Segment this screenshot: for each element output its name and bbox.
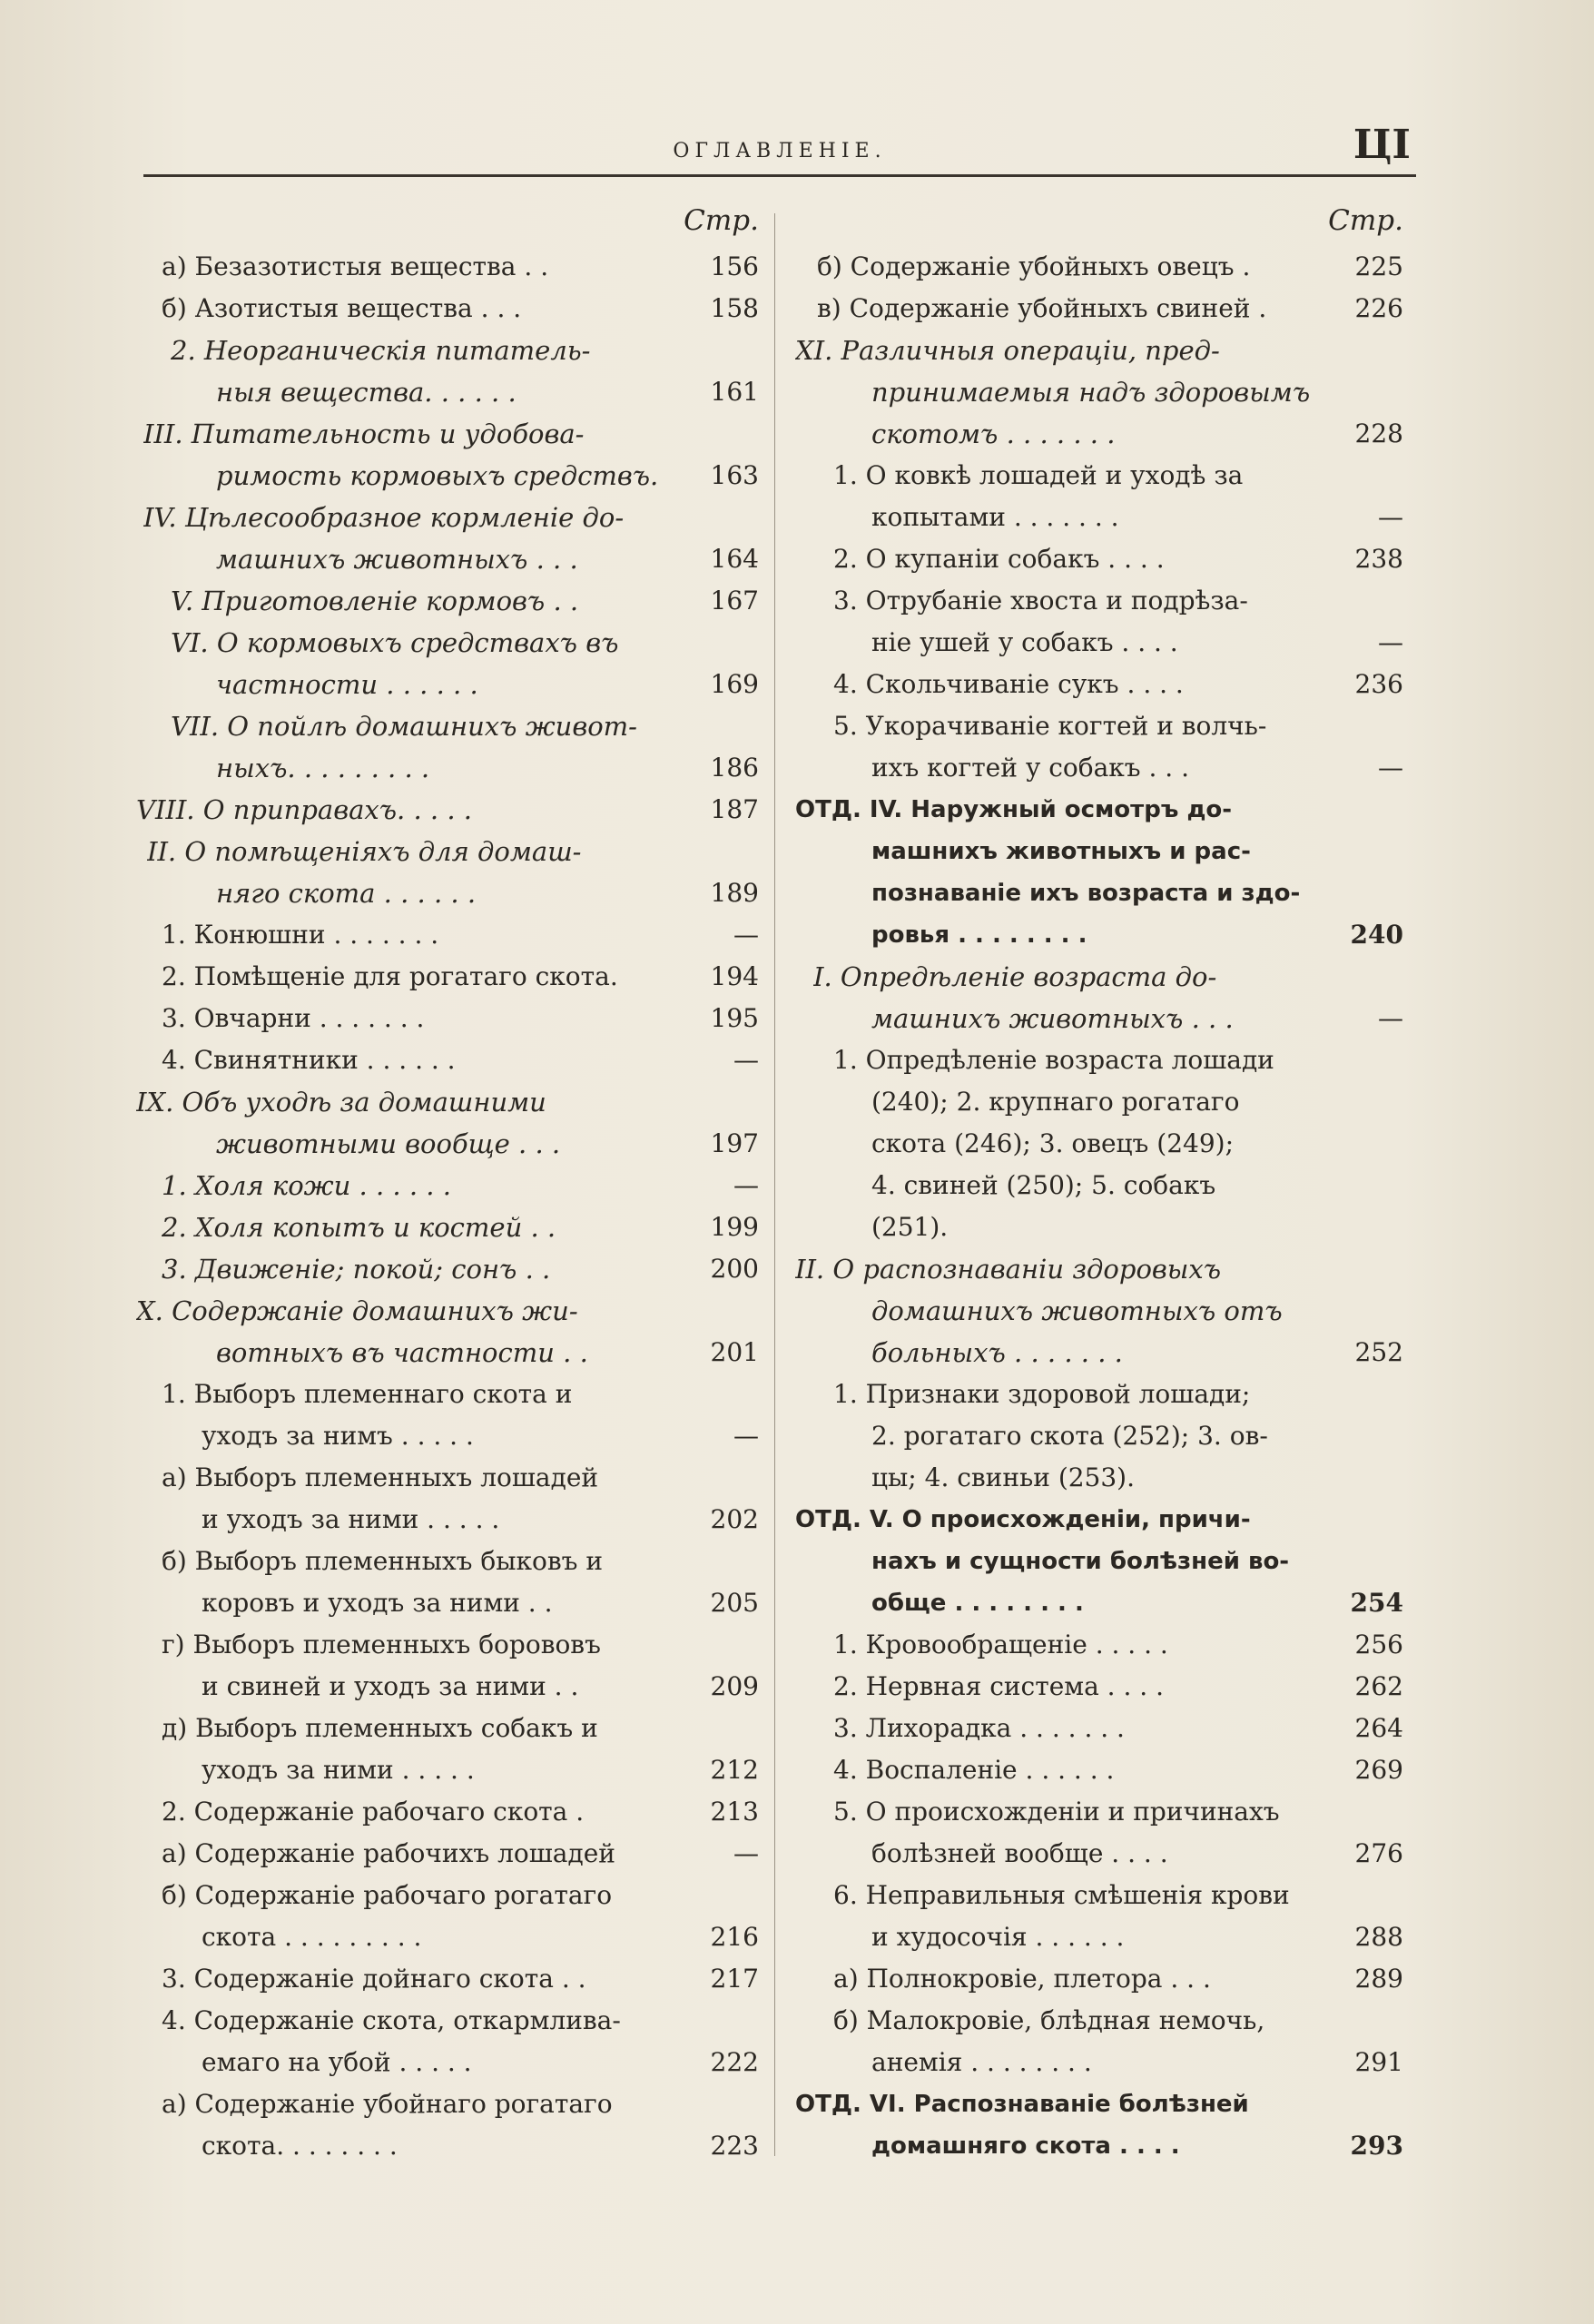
- toc-entry-text: (240); 2. крупнаго рогатаго: [871, 1087, 1240, 1117]
- toc-entry: [781, 998, 1407, 1039]
- page-column-heading: Стр.: [1328, 204, 1403, 237]
- toc-entry-page: 216: [710, 1922, 759, 1952]
- toc-entry-page: 254: [1350, 1588, 1403, 1618]
- toc-entry-text: нахъ и сущности болѣзней во-: [871, 1548, 1290, 1575]
- toc-entry-text: ніе ушей у собакъ . . . .: [871, 627, 1178, 657]
- toc-entry-page: 194: [710, 961, 759, 991]
- toc-entry-page: 256: [1354, 1630, 1403, 1659]
- toc-entry-text: вотныхъ въ частности . .: [216, 1337, 588, 1368]
- toc-entry: [781, 1039, 1407, 1081]
- toc-entry: [136, 1875, 763, 1916]
- toc-entry: [781, 1457, 1407, 1499]
- toc-left-column: [136, 204, 763, 2167]
- toc-entry-text: принимаемыя надъ здоровымъ: [871, 377, 1311, 408]
- toc-entry-text: 4. Скольчиваніе сукъ . . . .: [833, 669, 1184, 699]
- toc-entry-text: 4. свиней (250); 5. собакъ: [871, 1170, 1216, 1200]
- toc-entry-text: 2. Помѣщеніе для рогатаго скота.: [162, 961, 618, 991]
- toc-entry-text: а) Содержаніе убойнаго рогатаго: [162, 2089, 613, 2119]
- toc-entry-page: 213: [710, 1797, 759, 1827]
- toc-entry-text: 3. Движеніе; покой; сонъ . .: [162, 1254, 551, 1285]
- toc-entry: [136, 1749, 763, 1791]
- toc-entry: [136, 580, 763, 622]
- toc-entry-text: емаго на убой . . . . .: [202, 2047, 472, 2077]
- toc-entry-text: скота (246); 3. овецъ (249);: [871, 1128, 1234, 1158]
- toc-entry-text: 1. Признаки здоровой лошади;: [833, 1379, 1251, 1409]
- toc-entry: [781, 956, 1407, 998]
- toc-entry-page: 199: [710, 1212, 759, 1242]
- toc-entry-text: коровъ и уходъ за ними . .: [202, 1588, 553, 1618]
- toc-entry-page: —: [733, 1421, 759, 1451]
- toc-entry: [136, 1833, 763, 1875]
- toc-entry-page: 209: [710, 1671, 759, 1701]
- page-column-heading: Стр.: [684, 204, 759, 237]
- toc-entry-text: болѣзней вообще . . . .: [871, 1838, 1168, 1868]
- toc-right-column: [781, 204, 1407, 2167]
- toc-entry: [781, 914, 1407, 956]
- toc-entry-text: 5. Укорачиваніе когтей и волчь-: [833, 711, 1267, 741]
- toc-entry-text: 2. Нервная система . . . .: [833, 1671, 1164, 1701]
- toc-entry-page: —: [733, 1838, 759, 1868]
- toc-entry: [781, 1958, 1407, 2000]
- toc-entry: [136, 831, 763, 872]
- toc-entry-text: 3. Отрубаніе хвоста и подрѣза-: [833, 586, 1248, 615]
- toc-entry-text: б) Малокровіе, блѣдная немочь,: [833, 2005, 1265, 2035]
- toc-entry-text: 1. Конюшни . . . . . . .: [162, 920, 439, 950]
- toc-entry-text: няго скота . . . . . .: [216, 878, 477, 909]
- toc-entry: [136, 330, 763, 371]
- toc-entry: [136, 1624, 763, 1666]
- toc-entry-text: б) Азотистыя вещества . . .: [162, 293, 522, 323]
- toc-entry-page: —: [1378, 753, 1403, 783]
- toc-entry: [136, 1248, 763, 1290]
- toc-entry-page: 163: [710, 460, 759, 490]
- toc-entry: [136, 1791, 763, 1833]
- toc-entry: [136, 1374, 763, 1415]
- toc-entry: [781, 664, 1407, 705]
- toc-right-rows: [781, 246, 1407, 2167]
- toc-entry-page: 164: [710, 544, 759, 574]
- toc-entry: [136, 455, 763, 497]
- toc-entry: [781, 1749, 1407, 1791]
- toc-entry: [136, 497, 763, 538]
- toc-entry: [781, 2000, 1407, 2042]
- toc-entry: [781, 705, 1407, 747]
- toc-entry: [781, 246, 1407, 288]
- toc-entry-page: 158: [710, 293, 759, 323]
- toc-entry-text: VII. О пойлѣ домашнихъ живот-: [171, 711, 637, 742]
- toc-entry: [136, 789, 763, 831]
- toc-entry-page: 293: [1350, 2131, 1403, 2161]
- toc-entry-page: 238: [1354, 544, 1403, 574]
- toc-entry: [781, 1541, 1407, 1582]
- toc-entry: [136, 1958, 763, 2000]
- toc-entry-text: г) Выборъ племенныхъ борововъ: [162, 1630, 601, 1659]
- toc-entry-text: и свиней и уходъ за ними . .: [202, 1671, 579, 1701]
- toc-entry: [136, 1039, 763, 1081]
- toc-entry: [781, 1081, 1407, 1123]
- toc-entry: [781, 413, 1407, 455]
- toc-entry-text: и уходъ за ними . . . . .: [202, 1504, 500, 1534]
- toc-entry: [781, 580, 1407, 622]
- toc-entry-text: (251).: [871, 1212, 949, 1242]
- toc-entry-text: 2. Холя копытъ и костей . .: [162, 1212, 556, 1243]
- toc-entry-page: 167: [710, 586, 759, 615]
- toc-entry: [136, 1457, 763, 1499]
- toc-entry: [136, 1916, 763, 1958]
- toc-entry-text: копытами . . . . . . .: [871, 502, 1119, 532]
- toc-entry: [136, 1541, 763, 1582]
- toc-entry-text: 1. Холя кожи . . . . . .: [162, 1170, 451, 1201]
- toc-entry-text: ОТД. V. О происхожденіи, причи-: [795, 1506, 1251, 1533]
- toc-entry-text: а) Содержаніе рабочихъ лошадей: [162, 1838, 615, 1868]
- toc-entry-page: 217: [710, 1964, 759, 1994]
- toc-entry: [781, 1916, 1407, 1958]
- toc-entry: [136, 2042, 763, 2083]
- toc-entry: [136, 288, 763, 330]
- toc-entry: [136, 1123, 763, 1165]
- toc-entry: [781, 2083, 1407, 2125]
- toc-entry-page: 197: [710, 1128, 759, 1158]
- toc-entry: [136, 1290, 763, 1332]
- toc-entry-page: —: [733, 1045, 759, 1075]
- toc-entry: [136, 914, 763, 956]
- toc-entry: [136, 1582, 763, 1624]
- toc-entry-text: VIII. О приправахъ. . . . .: [136, 794, 473, 825]
- toc-entry: [136, 872, 763, 914]
- toc-entry-page: 225: [1354, 251, 1403, 281]
- toc-entry-text: II. О распознаваніи здоровыхъ: [795, 1254, 1222, 1285]
- toc-entry: [136, 664, 763, 705]
- toc-entry-text: а) Выборъ племенныхъ лошадей: [162, 1462, 599, 1492]
- toc-entry-page: 223: [710, 2131, 759, 2161]
- toc-entry-page: 289: [1354, 1964, 1403, 1994]
- toc-entry: [781, 1248, 1407, 1290]
- toc-entry-page: —: [1378, 627, 1403, 657]
- toc-entry-text: ОТД. IV. Наружный осмотръ до-: [795, 796, 1233, 823]
- toc-entry-page: —: [733, 1170, 759, 1200]
- toc-entry: [781, 1582, 1407, 1624]
- toc-entry: [781, 1666, 1407, 1708]
- toc-entry-page: 222: [710, 2047, 759, 2077]
- toc-entry-text: д) Выборъ племенныхъ собакъ и: [162, 1713, 598, 1743]
- toc-entry: [781, 1415, 1407, 1457]
- toc-entry-page: 262: [1354, 1671, 1403, 1701]
- toc-entry-text: домашняго скота . . . .: [871, 2132, 1180, 2160]
- toc-entry-page: —: [733, 920, 759, 950]
- toc-entry-text: машнихъ животныхъ . . .: [871, 1003, 1234, 1034]
- toc-entry-text: XI. Различныя операціи, пред-: [795, 335, 1220, 366]
- toc-entry-page: 195: [710, 1003, 759, 1033]
- toc-entry: [781, 538, 1407, 580]
- toc-entry-text: 2. рогатаго скота (252); 3. ов-: [871, 1421, 1268, 1451]
- toc-entry-page: —: [1378, 502, 1403, 532]
- toc-entry: [136, 956, 763, 998]
- toc-entry-text: частности . . . . . .: [216, 669, 478, 700]
- toc-entry: [781, 1833, 1407, 1875]
- toc-entry-text: домашнихъ животныхъ отъ: [871, 1295, 1283, 1326]
- toc-entry: [781, 1708, 1407, 1749]
- toc-entry: [136, 705, 763, 747]
- toc-entry-text: 2. Неорганическія питатель-: [171, 335, 591, 366]
- toc-entry: [781, 831, 1407, 872]
- toc-entry-text: ныя вещества. . . . . .: [216, 377, 517, 408]
- toc-entry: [781, 371, 1407, 413]
- toc-entry-text: 6. Неправильныя смѣшенія крови: [833, 1880, 1290, 1910]
- toc-entry-text: больныхъ . . . . . . .: [871, 1337, 1123, 1368]
- toc-entry: [781, 2125, 1407, 2167]
- toc-entry-text: I. Опредѣленіе возраста до-: [813, 961, 1217, 992]
- toc-entry-text: познаваніе ихъ возраста и здо-: [871, 880, 1301, 907]
- toc-entry: [781, 1624, 1407, 1666]
- toc-entry-text: б) Содержаніе убойныхъ овецъ .: [817, 251, 1251, 281]
- toc-entry-page: 288: [1354, 1922, 1403, 1952]
- toc-left-rows: [136, 246, 763, 2167]
- toc-entry-page: 156: [710, 251, 759, 281]
- toc-entry-page: 252: [1354, 1337, 1403, 1367]
- toc-entry-page: 226: [1354, 293, 1403, 323]
- toc-entry-page: 169: [710, 669, 759, 699]
- toc-entry-text: 2. О купаніи собакъ . . . .: [833, 544, 1165, 574]
- toc-entry-page: 276: [1354, 1838, 1403, 1868]
- toc-entry: [136, 1206, 763, 1248]
- toc-entry-text: III. Питательность и удобова-: [143, 419, 585, 449]
- toc-entry: [781, 288, 1407, 330]
- toc-entry-text: скота . . . . . . . . .: [202, 1922, 422, 1952]
- toc-entry-text: римость кормовыхъ средствъ.: [216, 460, 659, 491]
- toc-entry-text: 3. Лихорадка . . . . . . .: [833, 1713, 1125, 1743]
- toc-entry: [781, 1206, 1407, 1248]
- toc-entry-text: уходъ за ними . . . . .: [202, 1755, 475, 1785]
- toc-entry: [136, 1666, 763, 1708]
- toc-entry: [781, 497, 1407, 538]
- toc-entry: [136, 2125, 763, 2167]
- toc-entry-page: 187: [710, 794, 759, 824]
- toc-entry-text: обще . . . . . . . .: [871, 1590, 1084, 1617]
- toc-entry-text: б) Выборъ племенныхъ быковъ и: [162, 1546, 604, 1576]
- toc-entry: [136, 1415, 763, 1457]
- toc-entry-page: 202: [710, 1504, 759, 1534]
- toc-entry-page: 228: [1354, 419, 1403, 448]
- toc-entry-text: IV. Цѣлесообразное кормленіе до-: [143, 502, 625, 533]
- toc-entry-page: 269: [1354, 1755, 1403, 1785]
- toc-entry: [781, 1875, 1407, 1916]
- toc-entry-page: 291: [1354, 2047, 1403, 2077]
- column-divider: [774, 213, 775, 2156]
- toc-entry-text: анемія . . . . . . . .: [871, 2047, 1092, 2077]
- toc-entry-page: 161: [710, 377, 759, 407]
- toc-entry-text: и худосочія . . . . . .: [871, 1922, 1125, 1952]
- toc-entry-text: ОТД. VI. Распознаваніе болѣзней: [795, 2091, 1249, 2118]
- toc-entry-text: б) Содержаніе рабочаго рогатаго: [162, 1880, 613, 1910]
- toc-entry: [136, 622, 763, 664]
- header-title: ОГЛАВЛЕНІЕ.: [673, 140, 887, 162]
- toc-entry-page: 200: [710, 1254, 759, 1284]
- toc-entry-text: ровья . . . . . . . .: [871, 921, 1087, 949]
- toc-entry-text: машнихъ животныхъ . . .: [216, 544, 578, 575]
- toc-entry-text: 1. Опредѣленіе возраста лошади: [833, 1045, 1274, 1075]
- toc-entry-text: уходъ за нимъ . . . . .: [202, 1421, 474, 1451]
- toc-entry: [136, 998, 763, 1039]
- toc-entry: [781, 1165, 1407, 1206]
- toc-entry: [136, 1081, 763, 1123]
- toc-entry: [781, 455, 1407, 497]
- toc-entry-text: X. Содержаніе домашнихъ жи-: [136, 1295, 578, 1326]
- toc-entry: [136, 2000, 763, 2042]
- toc-entry-page: 240: [1350, 920, 1403, 950]
- toc-entry: [781, 1499, 1407, 1541]
- toc-entry-text: 5. О происхожденіи и причинахъ: [833, 1797, 1280, 1827]
- toc-entry-text: 1. О ковкѣ лошадей и уходѣ за: [833, 460, 1244, 490]
- toc-entry: [781, 1374, 1407, 1415]
- toc-entry: [136, 1165, 763, 1206]
- header-page-number: ЦІ: [1353, 122, 1411, 168]
- toc-entry-text: IX. Объ уходѣ за домашними: [136, 1087, 546, 1118]
- toc-entry: [781, 1791, 1407, 1833]
- toc-entry: [781, 622, 1407, 664]
- toc-entry: [781, 1332, 1407, 1374]
- toc-entry-text: ихъ когтей у собакъ . . .: [871, 753, 1189, 783]
- toc-entry-page: 189: [710, 878, 759, 908]
- toc-entry-text: в) Содержаніе убойныхъ свиней .: [817, 293, 1267, 323]
- toc-entry-text: VI. О кормовыхъ средствахъ въ: [171, 627, 619, 658]
- toc-entry-page: 236: [1354, 669, 1403, 699]
- toc-entry: [781, 747, 1407, 789]
- toc-entry: [136, 1332, 763, 1374]
- toc-entry-text: 4. Воспаленіе . . . . . .: [833, 1755, 1115, 1785]
- toc-entry-page: 205: [710, 1588, 759, 1618]
- toc-entry-page: 264: [1354, 1713, 1403, 1743]
- toc-entry: [781, 2042, 1407, 2083]
- toc-entry: [781, 872, 1407, 914]
- toc-entry-text: V. Приготовленіе кормовъ . .: [171, 586, 579, 616]
- toc-entry: [136, 538, 763, 580]
- toc-entry-page: 186: [710, 753, 759, 783]
- toc-entry: [136, 1708, 763, 1749]
- toc-entry: [781, 1123, 1407, 1165]
- toc-entry: [136, 246, 763, 288]
- toc-entry-text: 1. Кровообращеніе . . . . .: [833, 1630, 1168, 1659]
- toc-entry-text: 2. Содержаніе рабочаго скота .: [162, 1797, 585, 1827]
- running-header: [143, 120, 1416, 177]
- toc-entry: [136, 747, 763, 789]
- toc-entry: [781, 330, 1407, 371]
- toc-entry-text: ныхъ. . . . . . . . .: [216, 753, 430, 783]
- toc-entry: [136, 371, 763, 413]
- toc-entry-page: 201: [710, 1337, 759, 1367]
- toc-entry-text: 3. Содержаніе дойнаго скота . .: [162, 1964, 586, 1994]
- toc-entry-text: цы; 4. свиньи (253).: [871, 1462, 1136, 1492]
- toc-entry-text: II. О помѣщеніяхъ для домаш-: [147, 836, 582, 867]
- toc-entry: [781, 789, 1407, 831]
- toc-entry: [136, 413, 763, 455]
- toc-entry-text: 4. Свинятники . . . . . .: [162, 1045, 456, 1075]
- toc-entry-text: машнихъ животныхъ и рас-: [871, 838, 1251, 865]
- toc-entry-text: 3. Овчарни . . . . . . .: [162, 1003, 425, 1033]
- toc-entry-text: а) Безазотистыя вещества . .: [162, 251, 549, 281]
- toc-entry-text: скотомъ . . . . . . .: [871, 419, 1116, 449]
- toc-entry: [781, 1290, 1407, 1332]
- toc-entry-text: скота. . . . . . . .: [202, 2131, 398, 2161]
- toc-entry-text: 4. Содержаніе скота, откармлива-: [162, 2005, 621, 2035]
- toc-entry-text: а) Полнокровіе, плетора . . .: [833, 1964, 1211, 1994]
- toc-entry: [136, 1499, 763, 1541]
- toc-entry-text: животными вообще . . .: [216, 1128, 561, 1159]
- toc-entry-page: —: [1378, 1003, 1403, 1033]
- toc-entry: [136, 2083, 763, 2125]
- toc-entry-page: 212: [710, 1755, 759, 1785]
- toc-entry-text: 1. Выборъ племеннаго скота и: [162, 1379, 573, 1409]
